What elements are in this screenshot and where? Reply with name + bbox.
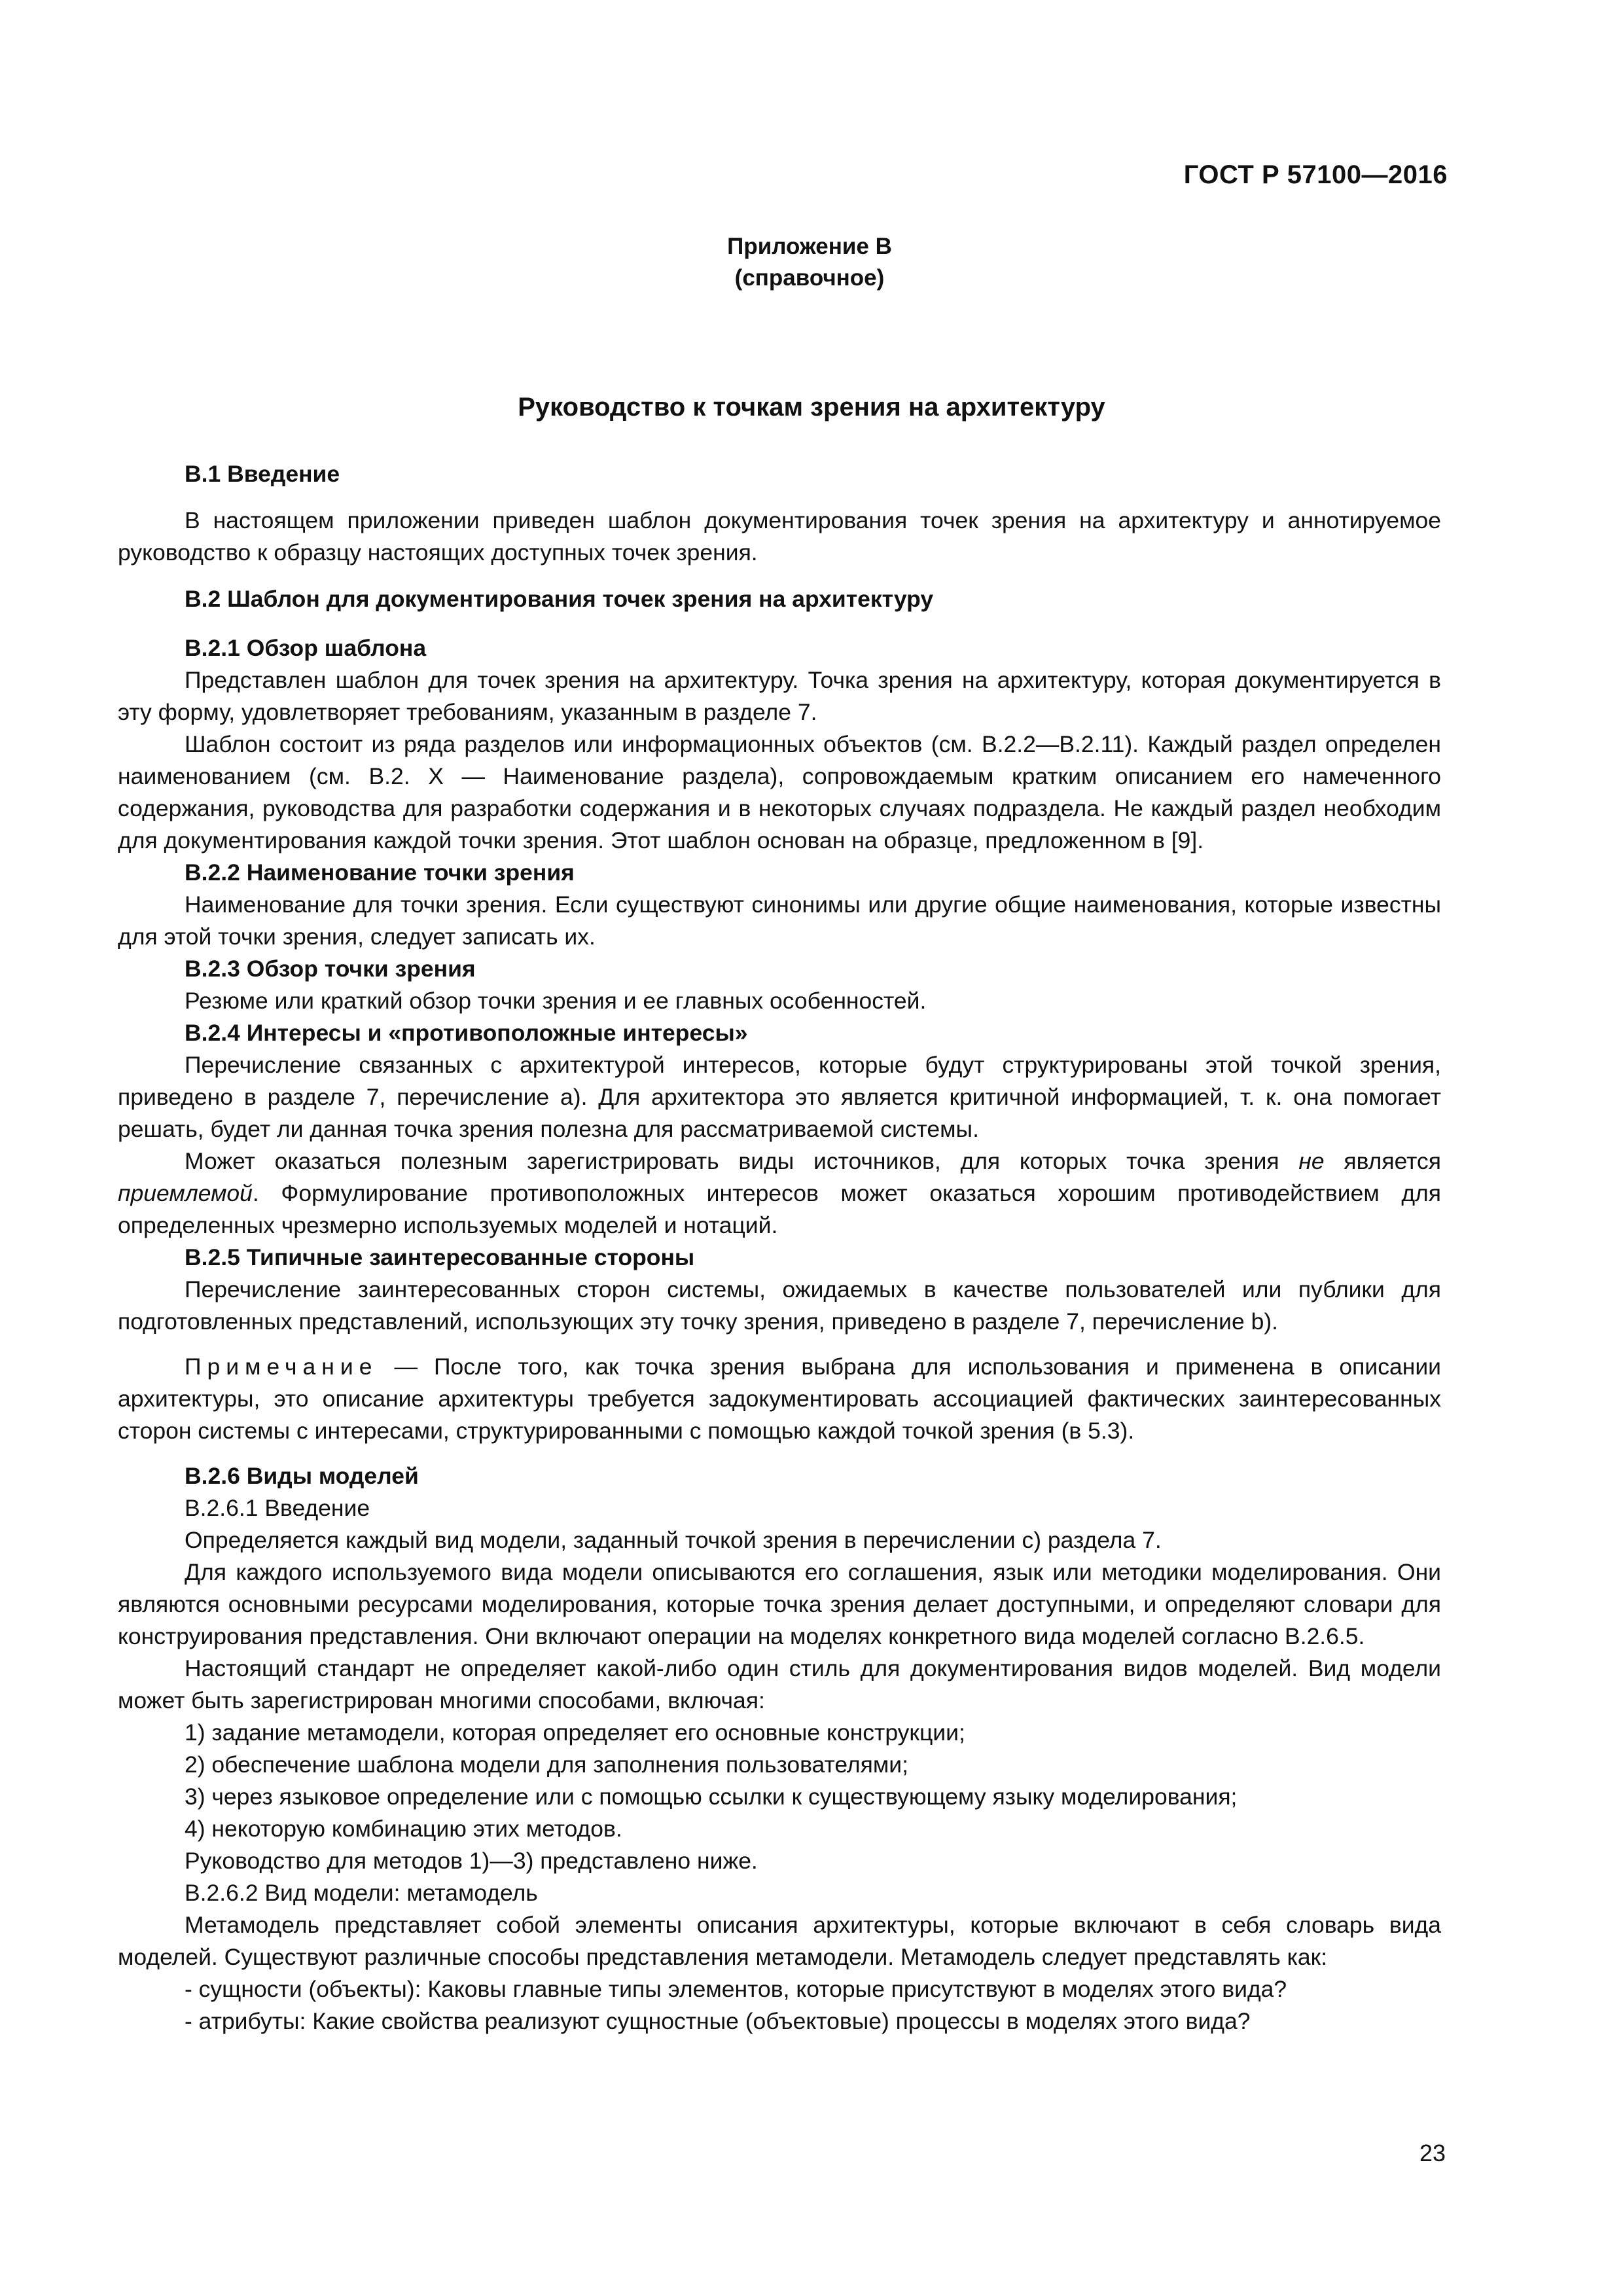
section-heading-b25: В.2.5 Типичные заинтересованные стороны	[185, 1244, 695, 1270]
page-number: 23	[1419, 2140, 1446, 2166]
paragraph: Руководство для методов 1)—3) представлено ниже.	[185, 1848, 758, 1874]
paragraph: Шаблон состоит из ряда разделов или информационных объектов (см. В.2.2—В.2.11). Каждый раздел определен наименованием (см. В.2. X — Наименование раздела), сопровождаемым кратким описанием его намеченного содержания, руководства для разработки содержания и в некоторых случаях подраздела. Не каждый раздел необходим для документирования каждой точки зрения. Этот шаблон основан на образце, предложенном в [9].	[118, 731, 1441, 853]
appendix-title: Приложение В	[727, 234, 892, 259]
section-heading-b26: В.2.6 Виды моделей	[185, 1463, 419, 1489]
appendix-status: (справочное)	[734, 265, 885, 291]
list-item: 4) некоторую комбинацию этих методов.	[185, 1816, 622, 1842]
paragraph: Представлен шаблон для точек зрения на архитектуру. Точка зрения на архитектуру, которая документируется в эту форму, удовлетворяет требованиям, указанным в разделе 7.	[118, 667, 1441, 725]
text-run: . Формулирование противоположных интересов может оказаться хорошим противодействием для определенных чрезмерно используемых моделей и нотаций.	[118, 1180, 1441, 1238]
section-heading-b21: В.2.1 Обзор шаблона	[185, 635, 427, 661]
note-label: Примечание	[185, 1354, 378, 1380]
list-item: 1) задание метамодели, которая определяет его основные конструкции;	[185, 1719, 965, 1746]
dash-list-item: - атрибуты: Какие свойства реализуют сущностные (объектовые) процессы в моделях этого вида?	[185, 2008, 1251, 2034]
text-run: Может оказаться полезным зарегистрировать виды источников, для которых точка зрения	[185, 1148, 1299, 1174]
paragraph: Определяется каждый вид модели, заданный точкой зрения в перечислении с) раздела 7.	[185, 1527, 1162, 1553]
document-body	[118, 458, 1441, 2037]
subsection-heading: В.2.6.1 Введение	[185, 1495, 370, 1521]
section-heading-b1: В.1 Введение	[185, 461, 340, 487]
emphasis-text: приемлемой	[118, 1180, 253, 1206]
paragraph: Метамодель представляет собой элементы описания архитектуры, которые включают в себя словарь вида моделей. Существуют различные способы представления метамодели. Метамодель следует представлять как:	[118, 1912, 1441, 1970]
appendix-heading	[0, 231, 1623, 294]
note-text: — После того, как точка зрения выбрана для использования и применена в описании архитектуры, это описание архитектуры требуется задокументировать ассоциацией фактических заинтересованных сторон системы с интересами, структурированными с помощью каждой точкой зрения (в 5.3).	[118, 1354, 1441, 1444]
section-heading-b23: В.2.3 Обзор точки зрения	[185, 956, 476, 982]
paragraph: Для каждого используемого вида модели описываются его соглашения, язык или методики моделирования. Они являются основными ресурсами моделирования, которые точка зрения делает доступными, и определяют словари для конструирования представления. Они включают операции на моделях конкретного вида моделей согласно В.2.6.5.	[118, 1559, 1441, 1649]
emphasis-text: не	[1298, 1148, 1325, 1174]
dash-list-item: - сущности (объекты): Каковы главные типы элементов, которые присутствуют в моделях этого вида?	[185, 1976, 1287, 2002]
paragraph: Наименование для точки зрения. Если существуют синонимы или другие общие наименования, которые известны для этой точки зрения, следует записать их.	[118, 891, 1441, 950]
document-title: Руководство к точкам зрения на архитектуру	[518, 393, 1105, 422]
text-run: является	[1324, 1148, 1441, 1174]
paragraph: Перечисление заинтересованных сторон системы, ожидаемых в качестве пользователей или публики для подготовленных представлений, использующих эту точку зрения, приведено в разделе 7, перечисление b).	[118, 1276, 1441, 1335]
subsection-heading: В.2.6.2 Вид модели: метамодель	[185, 1880, 538, 1906]
list-item: 2) обеспечение шаблона модели для заполнения пользователями;	[185, 1751, 908, 1778]
paragraph: Настоящий стандарт не определяет какой-либо один стиль для документирования видов моделей. Вид модели может быть зарегистрирован многими способами, включая:	[118, 1655, 1441, 1713]
paragraph-with-emphasis	[118, 1145, 1441, 1242]
section-heading-b22: В.2.2 Наименование точки зрения	[185, 859, 575, 886]
paragraph: Резюме или краткий обзор точки зрения и ее главных особенностей.	[185, 988, 927, 1014]
note	[118, 1351, 1441, 1447]
paragraph: В настоящем приложении приведен шаблон документирования точек зрения на архитектуру и аннотируемое руководство к образцу настоящих доступных точек зрения.	[118, 507, 1441, 565]
section-heading-b24: В.2.4 Интересы и «противоположные интересы»	[185, 1020, 748, 1046]
paragraph: Перечисление связанных с архитектурой интересов, которые будут структурированы этой точкой зрения, приведено в разделе 7, перечисление а). Для архитектора это является критичной информацией, т. к. она помогает решать, будет ли данная точка зрения полезна для рассматриваемой системы.	[118, 1052, 1441, 1142]
section-heading-b2: В.2 Шаблон для документирования точек зрения на архитектуру	[185, 586, 934, 612]
standard-code-header: ГОСТ Р 57100—2016	[1183, 160, 1448, 189]
list-item: 3) через языковое определение или с помощью ссылки к существующему языку моделирования;	[185, 1784, 1238, 1810]
